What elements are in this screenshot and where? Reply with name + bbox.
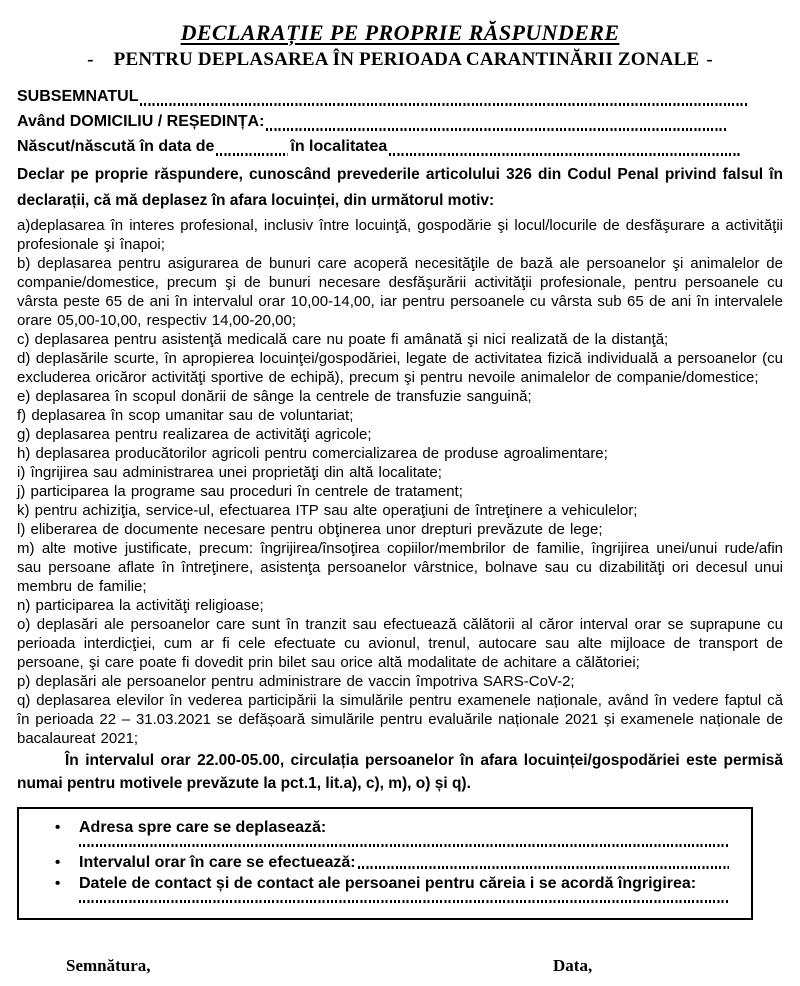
subtitle-right-dash: - xyxy=(706,49,713,70)
subtitle-left-dash: - xyxy=(87,49,94,70)
nascut-line xyxy=(17,134,742,159)
subsemnatul-input-line[interactable] xyxy=(140,103,748,106)
motive-item-f: f) deplasarea în scop umanitar sau de voluntariat; xyxy=(17,407,354,424)
interval-bullet-row xyxy=(55,852,729,873)
signature-label: Semnătura, xyxy=(66,956,151,975)
adresa-input-line[interactable] xyxy=(79,844,729,847)
domiciliu-label: Având DOMICILIU / REȘEDINȚA: xyxy=(17,113,265,130)
adresa-input-row xyxy=(79,844,729,847)
motive-item-m: m) alte motive justificate, precum: îngrijirea/însoţirea copiilor/membrilor de familie, îngrijirea unei/unui rude/afin sau persoane aflate în întreţinere, asistenţa persoanelor vârstnice, bolnave sau cu dizabilităţi ori decesul unui membru de familie; xyxy=(17,540,783,595)
motive-item-a: a)deplasarea în interes profesional, inclusiv între locuinţă, gospodărie şi locul/locurile de desfăşurare a activităţii profesionale şi înapoi; xyxy=(17,217,783,253)
date-label: Data, xyxy=(553,956,593,975)
nascut-label: Născut/născută în data de xyxy=(17,138,215,155)
contact-input-line[interactable] xyxy=(79,900,729,903)
adresa-label: Adresa spre care se deplasează: xyxy=(79,819,327,836)
document-subtitle xyxy=(17,48,783,72)
motive-item-e: e) deplasarea în scopul donării de sânge la centrele de transfuzie sanguină; xyxy=(17,388,532,405)
bullet-icon: • xyxy=(55,875,61,892)
motive-item-l: l) eliberarea de documente necesare pentru obţinerea unor drepturi prevăzute de lege; xyxy=(17,521,603,538)
motive-item-q: q) deplasarea elevilor în vederea participării la simulările pentru examenele naționale, având în vedere faptul că în perioada 22 – 31.03.2021 se defășoară simulările pentru evaluările naționale 2021 și examenele naționale de bacalaureat 2021; xyxy=(17,692,783,747)
declaration-intro: Declar pe proprie răspundere, cunoscând prevederile articolului 326 din Codul Penal privind falsul în declarații, că mă deplasez în afara locuinței, din următorul motiv: xyxy=(17,166,783,209)
motive-item-p: p) deplasări ale persoanelor pentru administrare de vaccin împotriva SARS-CoV-2; xyxy=(17,673,575,690)
localitate-label: în localitatea xyxy=(290,138,388,155)
subtitle-text: PENTRU DEPLASAREA ÎN PERIOADA CARANTINĂRII ZONALE xyxy=(113,49,700,70)
bullet-icon: • xyxy=(55,819,61,836)
localitate-input-line[interactable] xyxy=(389,153,742,156)
contact-input-row xyxy=(79,900,729,903)
motive-item-n: n) participarea la activităţi religioase; xyxy=(17,597,264,614)
data-nasterii-input-line[interactable] xyxy=(216,153,288,156)
interval-input-line[interactable] xyxy=(358,866,729,869)
page-title-text: DECLARAȚIE PE PROPRIE RĂSPUNDERE xyxy=(180,20,620,45)
subsemnatul-label: SUBSEMNATUL xyxy=(17,88,139,105)
night-restriction-note: În intervalul orar 22.00-05.00, circulația persoanelor în afara locuinței/gospodăriei este permisă numai pentru motivele prevăzute la pct.1, lit.a), c), m), o) și q). xyxy=(17,752,783,792)
motive-item-o: o) deplasări ale persoanelor care sunt în tranzit sau efectuează călătorii al căror interval orar se suprapune cu perioada interdicţiei, cum ar fi cele efectuate cu avionul, trenul, autocare sau alte mijloace de transport de persoane, şi care poate fi dovedit prin bilet sau orice altă modalitate de achitare a călătoriei; xyxy=(17,616,783,671)
motive-item-i: i) îngrijirea sau administrarea unei proprietăţi din altă localitate; xyxy=(17,464,442,481)
motive-item-g: g) deplasarea pentru realizarea de activităţi agricole; xyxy=(17,426,372,443)
contact-label: Datele de contact și de contact ale persoanei pentru căreia i se acordă îngrigirea: xyxy=(79,875,697,892)
subsemnatul-line xyxy=(17,84,748,109)
travel-details-box xyxy=(17,807,753,920)
motive-item-b: b) deplasarea pentru asigurarea de bunuri care acoperă necesităţile de bază ale persoanelor şi animalelor de companie/domestice, precum şi de bunuri necesare desfăşurării activităţii profesionale, pentru persoanele cu vârsta peste 65 de ani în intervalul orar 10,00-14,00, iar pentru persoanele cu vârsta sub 65 de ani în intervalele orare 05,00-10,00, respectiv 14,00-20,00; xyxy=(17,255,783,329)
page-title xyxy=(17,20,783,46)
motives-list xyxy=(17,216,783,748)
motive-item-d: d) deplasările scurte, în apropierea locuinţei/gospodăriei, legate de activitatea fizică individuală a persoanelor (cu excluderea oricăror activităţi sportive de echipă), precum şi pentru nevoile animalelor de companie/domestice; xyxy=(17,350,783,386)
interval-label: Intervalul orar în care se efectuează: xyxy=(79,854,356,871)
motive-item-c: c) deplasarea pentru asistenţă medicală care nu poate fi amânată şi nici realizată de la distanţă; xyxy=(17,331,669,348)
domiciliu-line xyxy=(17,109,728,134)
motive-item-j: j) participarea la programe sau proceduri în centrele de tratament; xyxy=(17,483,463,500)
adresa-bullet-row xyxy=(55,817,729,838)
bullet-icon: • xyxy=(55,854,61,871)
domiciliu-input-line[interactable] xyxy=(266,128,728,131)
motive-item-k: k) pentru achiziţia, service-ul, efectuarea ITP sau alte operaţiuni de întreţinere a vehiculelor; xyxy=(17,502,638,519)
motive-item-h: h) deplasarea producătorilor agricoli pentru comercializarea de produse agroalimentare; xyxy=(17,445,608,462)
contact-bullet-row xyxy=(55,873,729,894)
